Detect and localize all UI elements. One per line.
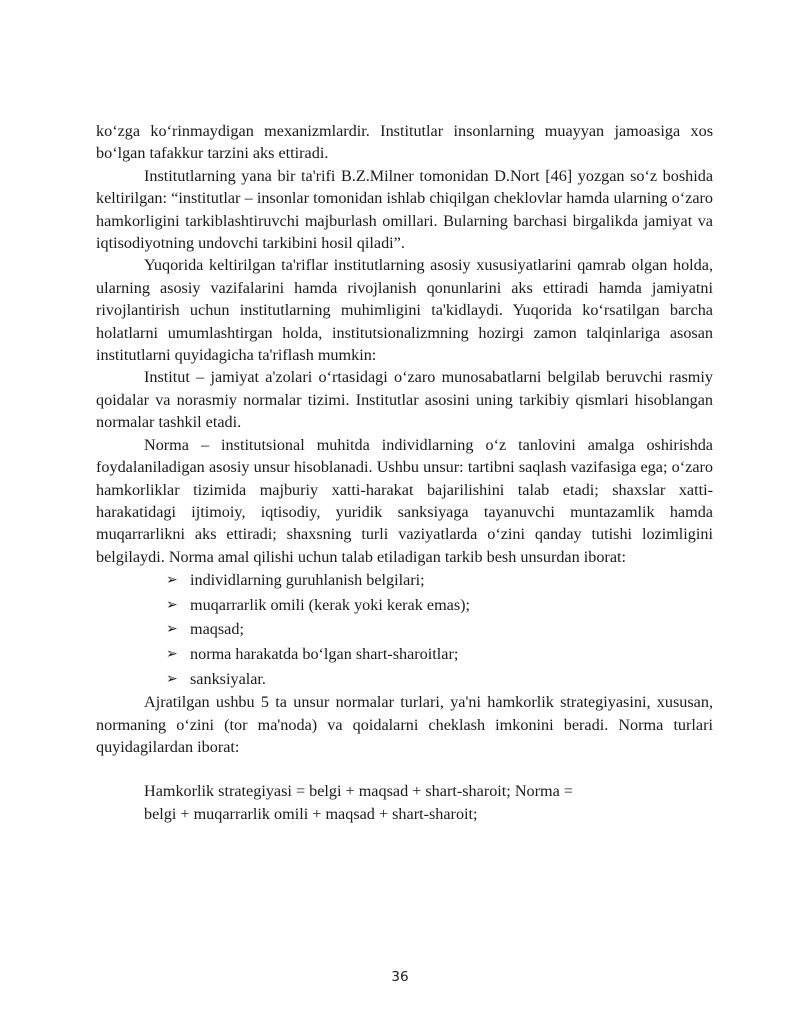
page-number: 36 (391, 969, 409, 985)
list-item-text: individlarning guruhlanish belgilari; (190, 571, 425, 590)
list-item (166, 593, 713, 618)
arrow-bullet-icon: ➢ (166, 596, 178, 613)
arrow-bullet-icon: ➢ (166, 670, 178, 687)
arrow-bullet-icon: ➢ (166, 572, 178, 589)
list-item (166, 667, 713, 692)
paragraph-continuation: ko‘zga ko‘rinmaydigan mexanizmlardir. Institutlar insonlarning muayyan jamoasiga xos bo‘lgan tafakkur tarzini aks ettiradi. (96, 122, 713, 163)
list-item-text: muqarrarlik omili (kerak yoki kerak emas); (190, 595, 471, 614)
formula-block (144, 780, 713, 825)
arrow-bullet-icon: ➢ (166, 621, 178, 638)
list-item-text: maqsad; (190, 620, 244, 639)
list-item (166, 617, 713, 642)
list-item (166, 568, 713, 593)
list-item-text: norma harakatda bo‘lgan shart-sharoitlar; (190, 644, 459, 663)
norm-elements-list (96, 568, 713, 691)
paragraph-definitions-summary: Yuqorida keltirilgan ta'riflar institutlarning asosiy xususiyatlarini qamrab olgan holda, ularning asosiy vazifalarini hamda rivojlanish qonunlarini aks ettiradi hamda jamiyatni rivojlantirish uchun institutlarning muhimligini ta'kidlaydi. Yuqorida ko‘rsatilgan barcha holatlarni umumlashtirgan holda, institutsionalizmning hozirgi zamon talqinlariga asosan institutlarni quyidagicha ta'riflash mumkin: (96, 256, 713, 365)
paragraph-institut-definition: Institut – jamiyat a'zolari o‘rtasidagi o‘zaro munosabatlarni belgilab beruvchi rasmiy qoidalar va norasmiy normalar tizimi. Institutlar asosini uning tarkibiy qismlari hisoblangan normalar tashkil etadi. (96, 368, 713, 432)
paragraph-after-list: Ajratilgan ushbu 5 ta unsur normalar turlari, ya'ni hamkorlik strategiyasini, xususan, normaning o‘zini (tor ma'noda) va qoidalarni cheklash imkonini beradi. Norma turlari quyidagilardan iborat: (96, 693, 713, 756)
arrow-bullet-icon: ➢ (166, 645, 178, 662)
list-item (166, 642, 713, 667)
document-page (96, 120, 713, 826)
formula-line-2: belgi + muqarrarlik omili + maqsad + shart-sharoit; (144, 804, 478, 823)
paragraph-milner-definition: Institutlarning yana bir ta'rifi B.Z.Milner tomonidan D.Nort [46] yozgan so‘z boshida keltirilgan: “institutlar – insonlar tomonidan ishlab chiqilgan cheklovlar hamda ularning o‘zaro hamkorligini tarkiblashtiruvchi majburlash omillari. Bularning barchasi birgalikda jamiyat va iqtisodiyotning undovchi tarkibini hosil qiladi”. (96, 166, 713, 253)
list-item-text: sanksiyalar. (190, 669, 266, 688)
paragraph-norma-definition: Norma – institutsional muhitda individlarning o‘z tanlovini amalga oshirishda foydalaniladigan asosiy unsur hisoblanadi. Ushbu unsur: tartibni saqlash vazifasiga ega; o‘zaro hamkorliklar tizimida majburiy xatti-harakat bajarilishini talab etadi; shaxslar xatti-harakatidagi ijtimoiy, iqtisodiy, yuridik sanksiyaga tayanuvchi muntazamlik hamda muqarrarlikni aks ettiradi; shaxsning turli vaziyatlarda o‘zini qanday tutishi lozimligini belgilaydi. Norma amal qilishi uchun talab etiladigan tarkib besh unsurdan iborat: (96, 435, 713, 566)
formula-line-1: Hamkorlik strategiyasi = belgi + maqsad + shart-sharoit; Norma = (144, 782, 573, 801)
